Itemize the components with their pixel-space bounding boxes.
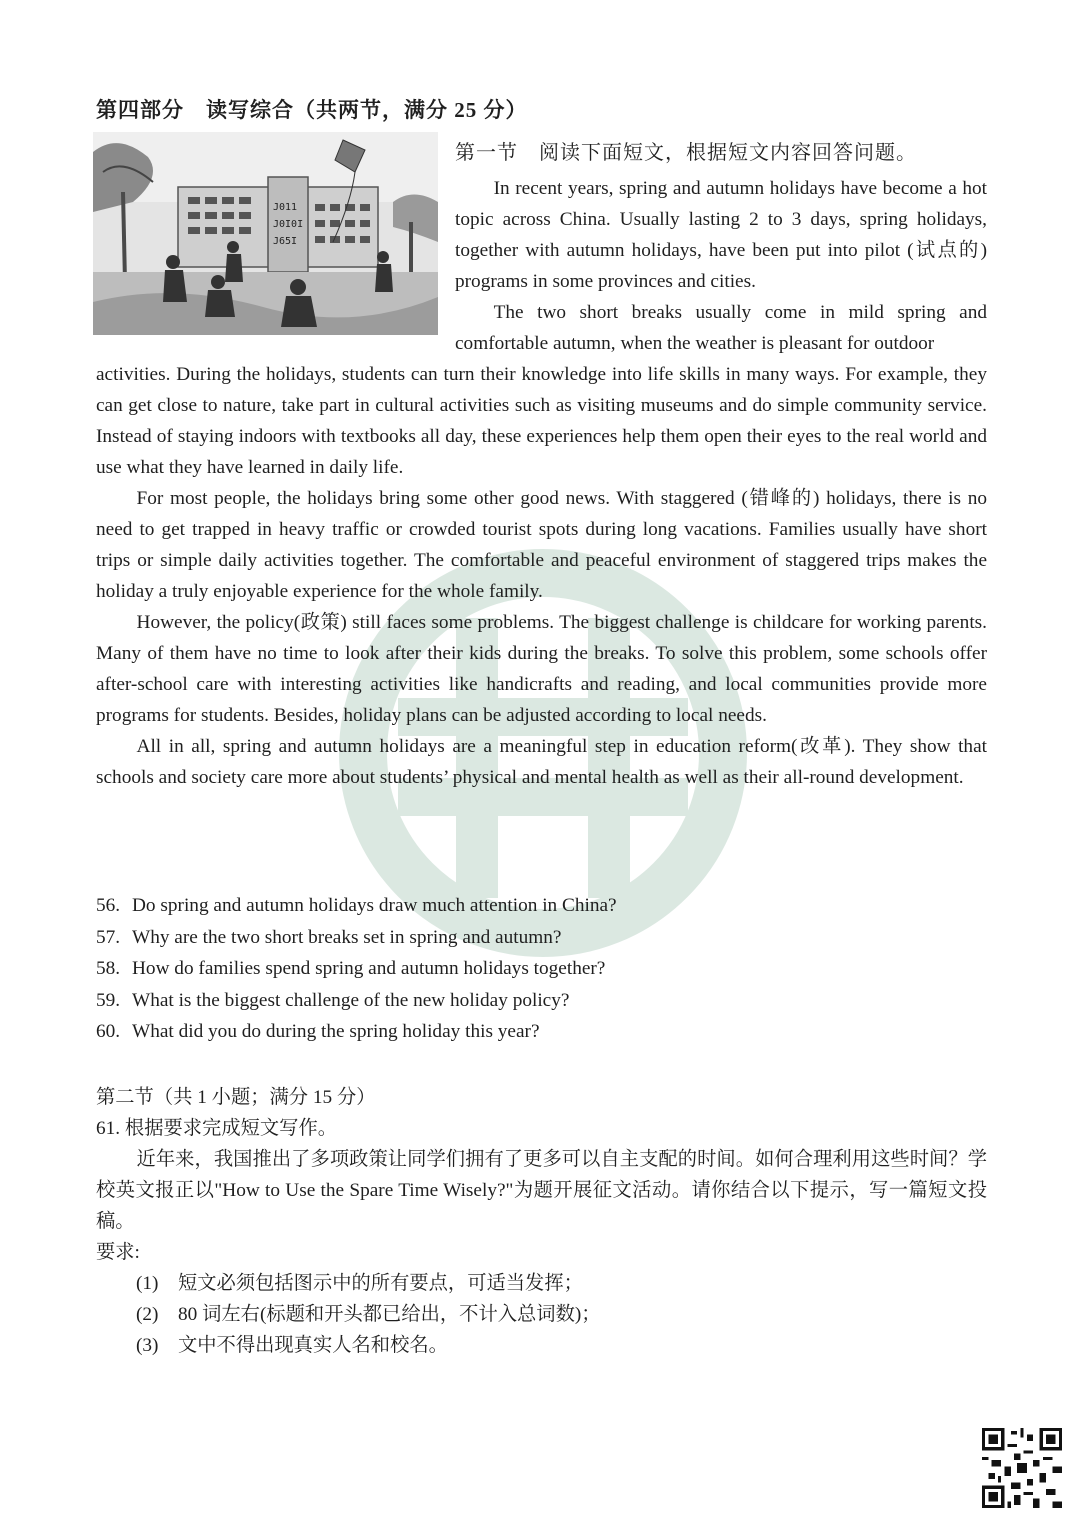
requirement-number: (2): [136, 1304, 159, 1325]
passage-paragraph: All in all, spring and autumn holidays are a meaningful step in education reform(改革). They show that schools and society care more about students’ physical and mental health as well as their all-round development.: [96, 736, 987, 788]
requirement-number: (1): [136, 1273, 159, 1294]
question-number: 59.: [96, 989, 121, 1011]
passage-paragraph: For most people, the holidays bring some other good news. With staggered (错峰的) holidays, there is no need to get trapped in heavy traffic or crowded tourist spots during long vacations. Families usually have short trips or simple daily activities together. The comfortable and peaceful environment of staggered trips makes the holiday a truly enjoyable experience for the whole family.: [96, 488, 987, 602]
qr-code-icon[interactable]: [982, 1428, 1062, 1508]
building-label: J011: [273, 202, 298, 213]
section2-title: 第二节（共 1 小题；满分 15 分）: [96, 1087, 376, 1108]
question-text: How do families spend spring and autumn holidays together?: [132, 958, 606, 979]
passage-top: [455, 173, 987, 359]
building-label: J0I0I: [273, 219, 304, 230]
writing-section: [96, 1082, 987, 1361]
question-number: 57.: [96, 926, 121, 948]
requirement-item: [96, 1299, 987, 1330]
requirement-item: [96, 1330, 987, 1361]
requirements-label: 要求:: [96, 1242, 140, 1263]
passage-paragraph: However, the policy(政策) still faces some problems. The biggest challenge is childcare for working parents. Many of them have no time to look after their kids during the breaks. To solve this problem, some schools offer after-school care with interesting activities like handicrafts and reading, and local communities provide more programs for students. Besides, holiday plans can be adjusted according to local needs.: [96, 612, 987, 726]
passage-main: [96, 359, 987, 793]
question-number: 60.: [96, 1021, 121, 1042]
question-item: [96, 922, 987, 954]
requirement-text: 80 词左右(标题和开头都已给出，不计入总词数)；: [178, 1304, 601, 1325]
building-label: J65I: [273, 236, 298, 247]
question-text: What is the biggest challenge of the new holiday policy?: [132, 989, 570, 1011]
question-text: What did you do during the spring holiday this year?: [132, 1021, 540, 1042]
passage-paragraph: The two short breaks usually come in mild spring and comfortable autumn, when the weather is pleasant for outdoor: [455, 302, 987, 354]
question-text: Do spring and autumn holidays draw much attention in China?: [132, 895, 617, 916]
requirement-text: 短文必须包括图示中的所有要点，可适当发挥；: [178, 1273, 583, 1294]
question-number: 58.: [96, 958, 121, 979]
writing-task-title: 61. 根据要求完成短文写作。: [96, 1118, 338, 1139]
question-item: [96, 953, 987, 985]
section1-title: 第一节 阅读下面短文，根据短文内容回答问题。: [455, 142, 917, 164]
question-item: [96, 1016, 987, 1048]
writing-prompt: 近年来，我国推出了多项政策让同学们拥有了更多可以自主支配的时间。如何合理利用这些时间？学校英文报正以"How to Use the Spare Time Wisely?"为题开展征文活动。请你结合以下提示，写一篇短文投稿。: [96, 1149, 987, 1232]
school-garden-illustration-icon: [93, 132, 438, 335]
question-item: [96, 890, 987, 922]
question-number: 56.: [96, 895, 121, 916]
requirement-text: 文中不得出现真实人名和校名。: [178, 1335, 448, 1356]
requirement-item: [96, 1268, 987, 1299]
passage-paragraph: activities. During the holidays, students can turn their knowledge into life skills in many ways. For example, they can get close to nature, take part in cultural activities such as visiting museums and do simple community service. Instead of staying indoors with textbooks all day, these experiences help them open their eyes to the real world and use what they have learned in daily life.: [96, 364, 987, 478]
question-item: [96, 985, 987, 1017]
question-text: Why are the two short breaks set in spring and autumn?: [132, 926, 562, 948]
passage-paragraph: In recent years, spring and autumn holidays have become a hot topic across China. Usually lasting 2 to 3 days, spring holidays, together with autumn holidays, have been put into pilot (试点的) programs in some provinces and cities.: [455, 178, 987, 292]
part-title: 第四部分 读写综合（共两节，满分 25 分）: [96, 98, 528, 122]
requirement-number: (3): [136, 1335, 159, 1356]
question-list: [96, 890, 987, 1048]
